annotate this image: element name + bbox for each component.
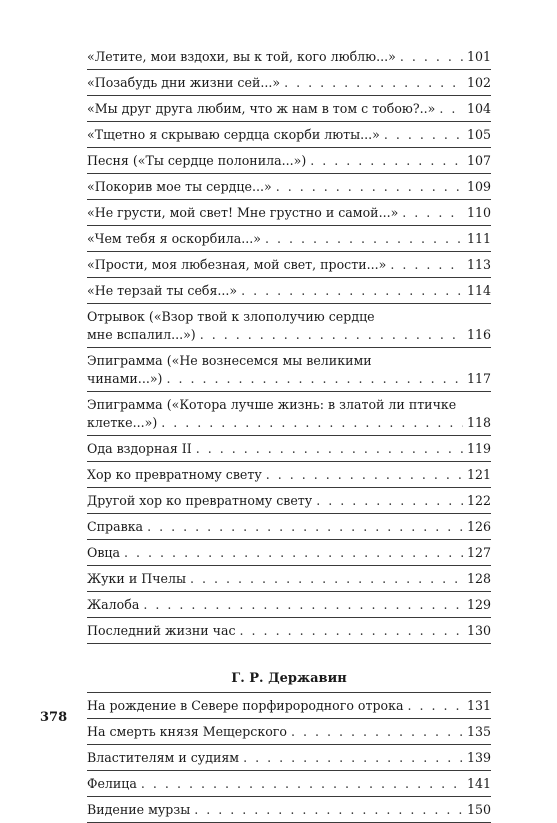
dot-leader xyxy=(124,544,463,562)
dot-leader xyxy=(390,256,463,274)
entry-row xyxy=(87,100,491,118)
dot-leader xyxy=(200,326,463,344)
toc-entry xyxy=(87,618,491,644)
entry-page-number: 130 xyxy=(467,623,492,638)
entry-title: «Тщетно я скрываю сердца скорби люты...» xyxy=(87,127,380,142)
entry-title: «Покорив мое ты сердце...» xyxy=(87,179,272,194)
dot-leader xyxy=(384,126,463,144)
entry-title: Видение мурзы xyxy=(87,802,191,817)
entry-row xyxy=(87,326,491,344)
toc-entry xyxy=(87,436,491,462)
toc-entry xyxy=(87,488,491,514)
entry-page-number: 102 xyxy=(467,75,492,90)
entry-row xyxy=(87,723,491,741)
entry-title: «Позабудь дни жизни сей...» xyxy=(87,75,281,90)
toc-entry xyxy=(87,278,491,304)
toc-entry xyxy=(87,392,491,436)
entry-row xyxy=(87,370,491,388)
entry-page-number: 101 xyxy=(467,49,492,64)
entry-row xyxy=(87,256,491,274)
entry-title-continuation: чинами...») xyxy=(87,371,163,386)
entry-page-number: 121 xyxy=(467,467,492,482)
entry-row xyxy=(87,126,491,144)
entry-row xyxy=(87,801,491,819)
dot-leader xyxy=(141,775,463,793)
entry-page-number: 119 xyxy=(467,441,492,456)
entry-page-number: 128 xyxy=(467,571,492,586)
entry-row xyxy=(87,178,491,196)
entry-title: «Не терзай ты себя...» xyxy=(87,283,238,298)
entry-page-number: 114 xyxy=(467,283,492,298)
entry-page-number: 131 xyxy=(467,698,492,713)
entry-title-continuation: мне вспалил...») xyxy=(87,327,196,342)
entry-title-continuation: клетке...») xyxy=(87,415,158,430)
toc-entry xyxy=(87,174,491,200)
entry-row xyxy=(87,466,491,484)
entry-page-number: 141 xyxy=(467,776,492,791)
dot-leader xyxy=(266,466,463,484)
entry-title: Отрывок («Взор твой к злополучию сердце xyxy=(87,309,375,324)
entry-title: Эпиграмма («Котора лучше жизнь: в златой ли птичке xyxy=(87,397,457,412)
entry-page-number: 129 xyxy=(467,597,492,612)
entry-title: Ода вздорная II xyxy=(87,441,192,456)
entry-row xyxy=(87,230,491,248)
entry-title: Хор ко превратному свету xyxy=(87,467,262,482)
entry-row xyxy=(87,518,491,536)
entry-row xyxy=(87,544,491,562)
entry-row xyxy=(87,414,491,432)
entry-title: Фелица xyxy=(87,776,137,791)
entry-title: Эпиграмма («Не вознесемся мы великими xyxy=(87,353,372,368)
entry-title: На смерть князя Мещерского xyxy=(87,724,287,739)
toc-entry xyxy=(87,200,491,226)
entry-page-number: 116 xyxy=(467,327,492,342)
entry-row xyxy=(87,749,491,767)
dot-leader xyxy=(190,570,463,588)
entry-page-number: 126 xyxy=(467,519,492,534)
entry-row xyxy=(87,152,491,170)
entry-row xyxy=(87,74,491,92)
dot-leader xyxy=(243,749,463,767)
toc-entry xyxy=(87,462,491,488)
dot-leader xyxy=(241,282,463,300)
entry-row xyxy=(87,697,491,715)
entry-title: «Чем тебя я оскорбила...» xyxy=(87,231,261,246)
toc-entry xyxy=(87,96,491,122)
entry-title: Другой хор ко превратному свету xyxy=(87,493,313,508)
entry-page-number: 110 xyxy=(467,205,492,220)
dot-leader xyxy=(240,622,463,640)
entry-row xyxy=(87,622,491,640)
toc-entry xyxy=(87,566,491,592)
toc-entry xyxy=(87,592,491,618)
toc-section-2 xyxy=(87,693,491,823)
page-number: 378 xyxy=(40,710,68,725)
entry-row xyxy=(87,282,491,300)
dot-leader xyxy=(400,48,463,66)
toc-entry xyxy=(87,540,491,566)
dot-leader xyxy=(316,492,463,510)
toc-entry xyxy=(87,745,491,771)
entry-page-number: 111 xyxy=(467,231,492,246)
dot-leader xyxy=(166,370,463,388)
entry-page-number: 105 xyxy=(467,127,492,142)
entry-title: Жуки и Пчелы xyxy=(87,571,187,586)
entry-page-number: 127 xyxy=(467,545,492,560)
toc-entry xyxy=(87,148,491,174)
entry-row xyxy=(87,775,491,793)
entry-page-number: 150 xyxy=(467,802,492,817)
entry-page-number: 117 xyxy=(467,371,492,386)
entry-page-number: 109 xyxy=(467,179,492,194)
entry-row xyxy=(87,570,491,588)
entry-page-number: 113 xyxy=(467,257,492,272)
dot-leader xyxy=(161,414,463,432)
entry-title: Последний жизни час xyxy=(87,623,236,638)
dot-leader xyxy=(291,723,463,741)
entry-page-number: 107 xyxy=(467,153,492,168)
dot-leader xyxy=(265,230,463,248)
entry-page-number: 122 xyxy=(467,493,492,508)
entry-title: Песня («Ты сердце полонила...») xyxy=(87,153,307,168)
dot-leader xyxy=(310,152,463,170)
entry-title: «Прости, моя любезная, мой свет, прости...» xyxy=(87,257,387,272)
toc-entry xyxy=(87,771,491,797)
entry-row xyxy=(87,596,491,614)
dot-leader xyxy=(439,100,463,118)
toc-entry xyxy=(87,252,491,278)
dot-leader xyxy=(196,440,463,458)
entry-row xyxy=(87,492,491,510)
entry-title: Властителям и судиям xyxy=(87,750,240,765)
entry-title: Жалоба xyxy=(87,597,140,612)
entry-row xyxy=(87,48,491,66)
toc-entry xyxy=(87,797,491,823)
entry-row xyxy=(87,204,491,222)
entry-page-number: 104 xyxy=(467,101,492,116)
table-of-contents xyxy=(87,44,491,823)
toc-entry xyxy=(87,44,491,70)
entry-title: «Не грусти, мой свет! Мне грустно и самой...» xyxy=(87,205,399,220)
dot-leader xyxy=(284,74,463,92)
entry-title: Овца xyxy=(87,545,121,560)
entry-title: На рождение в Севере порфирородного отрока xyxy=(87,698,404,713)
entry-page-number: 135 xyxy=(467,724,492,739)
entry-title: «Мы друг друга любим, что ж нам в том с тобою?..» xyxy=(87,101,436,116)
entry-row xyxy=(87,440,491,458)
toc-entry xyxy=(87,122,491,148)
toc-entry xyxy=(87,226,491,252)
dot-leader xyxy=(143,596,463,614)
toc-entry xyxy=(87,348,491,392)
dot-leader xyxy=(276,178,463,196)
entry-title: «Летите, мои вздохи, вы к той, кого люблю...» xyxy=(87,49,396,64)
dot-leader xyxy=(402,204,463,222)
dot-leader xyxy=(147,518,463,536)
dot-leader xyxy=(407,697,463,715)
toc-entry xyxy=(87,304,491,348)
toc-entry xyxy=(87,514,491,540)
entry-page-number: 139 xyxy=(467,750,492,765)
toc-entry xyxy=(87,719,491,745)
toc-entry xyxy=(87,693,491,719)
entry-page-number: 118 xyxy=(467,415,492,430)
section-heading: Г. Р. Державин xyxy=(87,644,491,693)
toc-section-1 xyxy=(87,44,491,644)
entry-title: Справка xyxy=(87,519,144,534)
toc-entry xyxy=(87,70,491,96)
dot-leader xyxy=(194,801,463,819)
